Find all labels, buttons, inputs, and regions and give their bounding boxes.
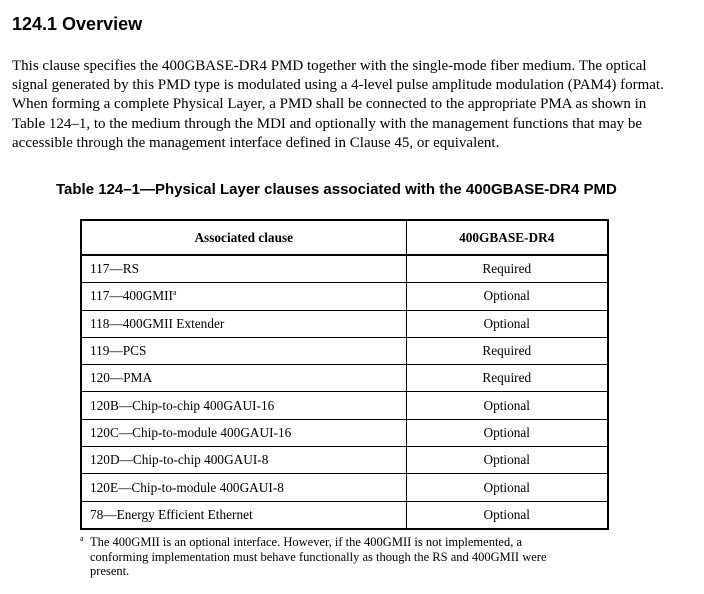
table-body	[81, 255, 608, 529]
clause-cell	[81, 310, 406, 337]
section-heading: 124.1 Overview	[12, 14, 143, 34]
clause-cell	[81, 283, 406, 310]
header-associated-clause: Associated clause	[81, 220, 406, 255]
clause-label: 78—Energy Efficient Ethernet	[90, 506, 253, 522]
table-row	[81, 419, 608, 446]
table-row	[81, 310, 608, 337]
status-cell: Required	[406, 365, 608, 392]
clause-cell	[81, 392, 406, 419]
table-header-row	[81, 220, 608, 255]
header-400gbase-dr4: 400GBASE-DR4	[406, 220, 608, 255]
clause-cell	[81, 419, 406, 446]
paragraph-line: When forming a complete Physical Layer, a PMD shall be connected to the appropriate PMA as shown in	[12, 96, 647, 113]
clause-label: 120C—Chip-to-module 400GAUI-16	[90, 424, 292, 440]
clause-label: 117—RS	[90, 261, 140, 277]
table-row	[81, 365, 608, 392]
clause-label: 118—400GMII Extender	[90, 315, 225, 331]
clause-label: 119—PCS	[90, 343, 147, 359]
status-cell: Required	[406, 337, 608, 364]
table-footnote	[80, 535, 620, 579]
footnote-line: The 400GMII is an optional interface. However, if the 400GMII is not implemented, a	[90, 535, 523, 549]
table-row	[81, 474, 608, 501]
status-cell: Optional	[406, 447, 608, 474]
footnote-reference: a	[172, 288, 177, 298]
footnote-line: conforming implementation must behave functionally as though the RS and 400GMII were	[90, 549, 547, 564]
clause-cell	[81, 337, 406, 364]
status-cell: Optional	[406, 419, 608, 446]
status-cell: Optional	[406, 310, 608, 337]
clause-label: 120—PMA	[90, 370, 153, 386]
status-cell: Optional	[406, 474, 608, 501]
clause-label: 120D—Chip-to-chip 400GAUI-8	[90, 452, 269, 468]
clause-label: 120E—Chip-to-module 400GAUI-8	[90, 479, 284, 495]
status-cell: Optional	[406, 283, 608, 310]
table-caption: Table 124–1—Physical Layer clauses associated with the 400GBASE-DR4 PMD	[56, 181, 617, 198]
clause-cell	[81, 365, 406, 392]
clause-cell	[81, 447, 406, 474]
table-row	[81, 337, 608, 364]
paragraph-line: accessible through the management interface defined in Clause 45, or equivalent.	[12, 134, 500, 151]
table-row	[81, 392, 608, 419]
status-cell: Optional	[406, 392, 608, 419]
paragraph-line: signal generated by this PMD type is modulated using a 4-level pulse amplitude modulation (PAM4) format.	[12, 77, 664, 94]
status-cell: Optional	[406, 501, 608, 529]
clause-cell	[81, 474, 406, 501]
paragraph-line: Table 124–1, to the medium through the MDI and optionally with the management functions that may be	[12, 115, 643, 132]
clauses-table	[80, 219, 609, 530]
table-row	[81, 283, 608, 310]
table-row	[81, 501, 608, 529]
paragraph-line: This clause specifies the 400GBASE-DR4 PMD together with the single-mode fiber medium. The optical	[12, 58, 647, 74]
status-cell: Required	[406, 255, 608, 283]
clause-label: 117—400GMII	[90, 288, 173, 304]
footnote-line: present.	[90, 564, 130, 578]
clause-cell	[81, 255, 406, 283]
table-row	[81, 255, 608, 283]
clause-cell	[81, 501, 406, 529]
clause-label: 120B—Chip-to-chip 400GAUI-16	[90, 397, 275, 413]
footnote-marker: a	[80, 534, 84, 543]
overview-paragraph	[12, 57, 692, 153]
table-row	[81, 447, 608, 474]
